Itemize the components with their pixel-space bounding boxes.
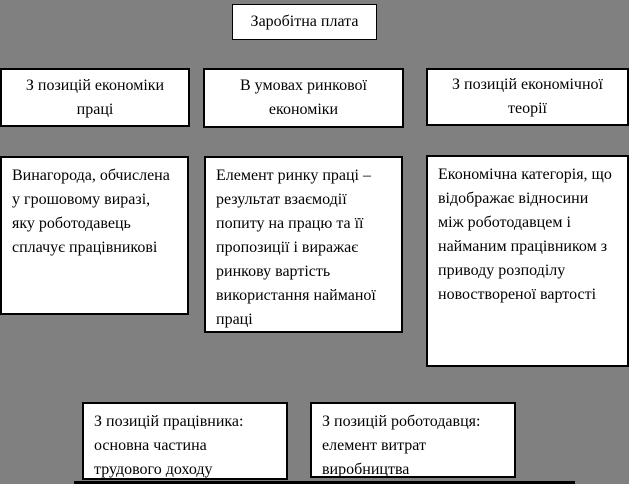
definition-box-economic-category [426,155,629,367]
definition-box-text: Економічна категорія, що відображає відносини між роботодавцем і найманим працівником з приводу розподілу новоствореної вартості [438,166,612,303]
bottom-box-employee-position [82,402,288,480]
bottom-box-employer-position [310,402,516,478]
title-box-wage [232,4,377,40]
perspective-box-economic-theory [426,68,629,126]
perspective-box-labor-economics [0,68,190,127]
definition-box-text: Винагорода, обчислена у грошовому виразі, яку роботодавець сплачує працівникові [12,167,170,256]
definition-box-labor-market-element [204,156,403,333]
perspective-box-label: З позицій економічної теорії [452,76,603,117]
definition-box-text: Елемент ринку праці – результат взаємодії попиту на працю та її пропозиції і виражає ринкову вартість використання найманої праці [216,167,376,328]
perspective-box-label: З позицій економіки праці [25,76,165,118]
perspective-box-market-economy [203,68,404,128]
bottom-box-text: З позицій роботодавця: елемент витрат виробництва [322,413,481,478]
bottom-box-text: З позицій працівника: основна частина трудового доходу [94,413,244,478]
definition-box-remuneration [0,156,189,315]
perspective-box-label: В умовах ринкової економіки [239,77,367,118]
title-box-label: Заробітна плата [250,13,359,30]
